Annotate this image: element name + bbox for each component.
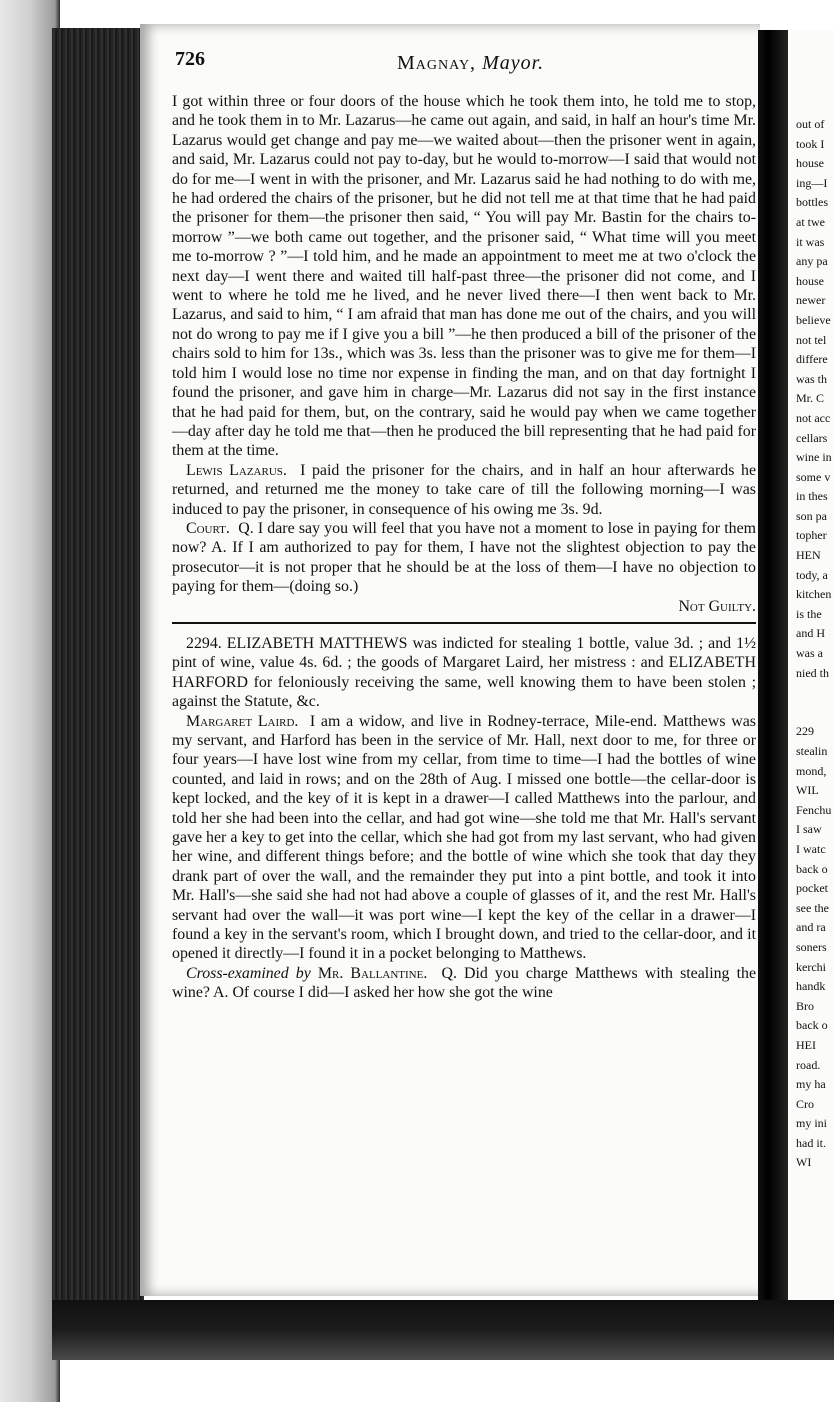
right-page-line: not acc [796, 410, 831, 425]
right-page-line: back o [796, 861, 828, 876]
indictment-text: for feloniously receiving the same, well knowing them to have been stolen ; against the Statute, &c. [172, 673, 756, 711]
right-page-line: at twe [796, 214, 825, 229]
right-page-line: and H [796, 626, 825, 641]
defendant-name: ELIZABETH MATTHEWS [226, 634, 408, 652]
book-page-edges [52, 28, 144, 1328]
right-page-line: my ha [796, 1077, 826, 1092]
right-page-line: WIL [796, 783, 819, 798]
defendant-name: ELIZABETH HARFORD [172, 654, 756, 691]
section-divider [172, 622, 756, 624]
right-page-line: newer [796, 293, 826, 308]
right-page-line: house [796, 156, 824, 171]
paragraph-case-heading [172, 634, 756, 712]
right-page-line: back o [796, 1018, 828, 1033]
right-page-line: had it. [796, 1135, 826, 1150]
right-page-line: believe [796, 312, 831, 327]
right-page-line: bottles [796, 195, 828, 210]
book-bottom-shadow [52, 1300, 834, 1360]
page-body [172, 92, 756, 1003]
right-page-line: son pa [796, 508, 827, 523]
right-page-line: cellars [796, 430, 828, 445]
right-page-line: Mr. C [796, 391, 825, 406]
right-page-line: wine in [796, 450, 832, 465]
speaker-name: Mr. Ballantine. [317, 964, 428, 982]
right-page-line: not tel [796, 332, 827, 347]
paragraph-cross-exam [172, 964, 756, 1003]
right-page-line: 229 [796, 724, 814, 739]
running-head-name: Magnay, [397, 52, 477, 74]
right-page-line: see the [796, 900, 829, 915]
right-page-line: soners [796, 939, 827, 954]
right-page-line: it was [796, 234, 825, 249]
right-page-line: stealin [796, 744, 828, 758]
right-page-line: nied th [796, 665, 829, 680]
testimony-text: I am a widow, and live in Rodney-terrace, Mile-end. Matthews was my servant, and Harford has been in the service of Mr. Hall, next door to me, for three or four years—I have lost wine from my cellar, from time to time—I had the bottles of wine counted, and laid in rows; and on the 28th of Aug. I missed one bottle—the cellar-door is kept locked, and the key of it is kept in a drawer—I called Matthews into the parlour, and told her she had been into the cellar, and had got wine—she told me that Mr. Hall's servant gave her a key to get into the cellar, which she had got from my last servant, who had given her wine, and different things before; and the bottle of wine which she took that day they drank part of over the wall, and the remainder they put into a pint bottle, and took it into Mr. Hall's—she said she had not had above a couple of glasses of it, and the rest Mr. Hall's servant had over the wall—it was port wine—I kept the key of the cellar in a drawer—I found a key in the servant's room, which I brought down, and tried to the cellar-door, and it opened it directly—I found it in a pocket belonging to Matthews. [172, 712, 756, 963]
right-page-line: Cro [796, 1096, 814, 1111]
right-page-line: any pa [796, 254, 828, 269]
page-number: 726 [175, 48, 205, 70]
right-page-line: my ini [796, 1116, 828, 1131]
paragraph-court [172, 519, 756, 597]
right-page-line: out of [796, 117, 825, 131]
right-page-line: was a [796, 646, 823, 661]
testimony-text: I paid the prisoner for the chairs, and in half an hour afterwards he returned, and returned me the money to take care of till the following morning—I was induced to pay the prisoner, in consequence of his owing me 3s. 9d. [172, 461, 757, 518]
running-head-role: Mayor. [482, 52, 545, 74]
indictment-text: was indicted for stealing 1 bottle, value 3d. ; and 1½ pint of wine, value 4s. 6d. ; the goods of Margaret Laird, her mistress : and [172, 634, 757, 672]
case-number: 2294. [186, 634, 222, 652]
book-spine-shadow [0, 0, 60, 1402]
right-page-line: in thes [796, 489, 828, 504]
right-page-line: HEN [796, 548, 821, 563]
right-page-line: I watc [796, 841, 826, 856]
right-page-line: house [796, 273, 824, 288]
right-page-line: Bro [796, 998, 814, 1013]
right-page-column [796, 115, 834, 1173]
verdict: Not Guilty. [678, 597, 756, 615]
right-page-line: differe [796, 352, 828, 367]
right-page-line: road. [796, 1057, 821, 1072]
right-page-line: and ra [796, 920, 826, 935]
right-page-line: took I [796, 136, 825, 151]
paragraph-laird [172, 712, 756, 964]
right-page-line: WI [796, 1155, 812, 1170]
speaker-name: Court. [186, 519, 230, 537]
right-page-line: pocket [796, 881, 828, 896]
right-page-line: tody, a [796, 567, 828, 582]
testimony-text: Q. I dare say you will feel that you have not a moment to lose in paying for them now? A. If I am authorized to pay for them, I have not the slightest objection to pay the prosecutor—it is not proper that he should be at the loss of them—I have no objection to paying for them—(doing so.) [172, 519, 756, 596]
right-page-line: kerchi [796, 959, 826, 974]
paragraph-lazarus [172, 461, 756, 519]
right-page-line: some v [796, 469, 831, 484]
right-page-line: was th [796, 371, 827, 386]
speaker-name: Margaret Laird. [186, 712, 299, 730]
right-page-line [796, 683, 834, 703]
running-head [397, 52, 544, 75]
right-page-line: ing—I [796, 175, 828, 190]
cross-exam-lead: Cross-examined by [186, 964, 311, 982]
right-page-line: handk [796, 979, 826, 994]
right-page-line: topher [796, 528, 827, 543]
speaker-name: Lewis Lazarus. [186, 461, 287, 479]
paragraph-testimony-continued: I got within three or four doors of the house which he took them into, he told me to stop, and he took them in to Mr. Lazarus—he came out again, and said, in half an hour's time Mr. Lazarus would get change and pay me—we waited about—then the prisoner went in again, and said, Mr. Lazarus could not pay to-day, but he would to-morrow—I said that would not do for me—I went in with the prisoner, and Mr. Lazarus said he had nothing to do with me, he had ordered the chairs of the prisoner, but he did not tell me at that time that he had paid the prisoner for them—the prisoner then said, “ You will pay Mr. Bastin for the chairs to-morrow ”—we both came out together, and the prisoner said, “ What time will you meet me to-morrow ? ”—I told him, and he made an appointment to meet me at two o'clock the next day—I went there and waited till half-past three—the prisoner did not come, and I went to where he told me he lived, and he never lived there—I then went back to Mr. Lazarus, and said to him, “ I am afraid that man has done me out of the chairs, and you will not do wrong to pay me if I give you a bill ”—he then produced a bill of the prisoner of the chairs sold to him for 13s., which was 3s. less than the prisoner was to give me for them—I told him I would lose no time nor expense in finding the man, and on that day fortnight I found the prisoner, and gave him in charge—Mr. Lazarus did not say in the first instance that he had paid for them, but, on the contrary, said he would pay when we came together—day after day he told me that—then he produced the bill representing that he had paid for them at the time. [172, 93, 756, 460]
right-page-line: mond, [796, 763, 827, 778]
page-header [175, 48, 745, 78]
right-page-line: HEI [796, 1037, 816, 1052]
right-page-line: Fenchu [796, 802, 832, 817]
testimony-text: Q. Did you charge Matthews with stealing the wine? A. Of course I did—I asked her how she got the wine [172, 964, 756, 1002]
right-page-line: I saw [796, 822, 822, 837]
right-page-line: is the [796, 606, 822, 621]
right-page-line [796, 703, 834, 723]
right-page-line: kitchen [796, 587, 832, 602]
book-gutter [758, 30, 788, 1300]
